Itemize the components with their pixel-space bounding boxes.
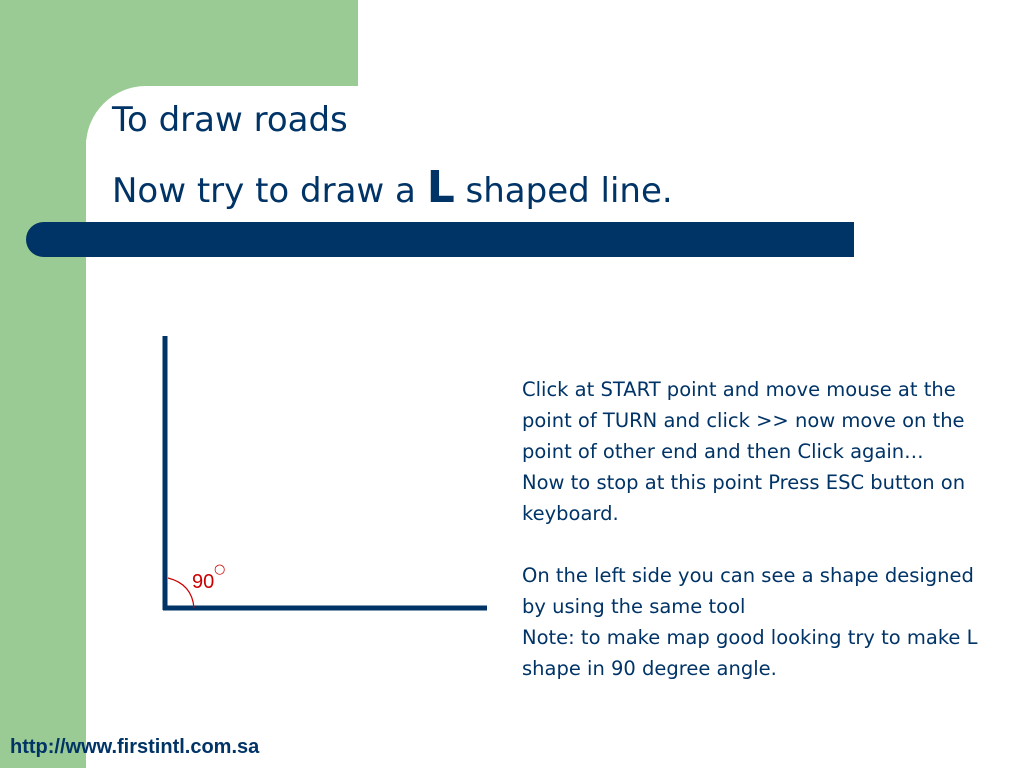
paragraph-spacer (522, 529, 982, 560)
degree-symbol: ○ (214, 562, 226, 577)
title-line-1: To draw roads (112, 100, 348, 140)
instruction-paragraph-4: Note: to make map good looking try to make L shape in 90 degree angle. (522, 626, 978, 680)
instructions-text (522, 374, 982, 684)
footer-website-link[interactable]: http://www.firstintl.com.sa (10, 736, 260, 758)
instruction-paragraph-1: Click at START point and move mouse at the point of TURN and click >> now move on the point of other end and then Click again… (522, 378, 965, 463)
title-line-2-before: Now try to draw a (112, 171, 416, 211)
title-line-2-after: shaped line. (465, 171, 673, 211)
angle-label: 90 (192, 571, 215, 593)
angle-arc (168, 578, 194, 608)
title-letter-l: L (426, 162, 455, 213)
instruction-paragraph-3: On the left side you can see a shape designed by using the same tool (522, 564, 974, 618)
instruction-paragraph-2: Now to stop at this point Press ESC button on keyboard. (522, 471, 966, 525)
